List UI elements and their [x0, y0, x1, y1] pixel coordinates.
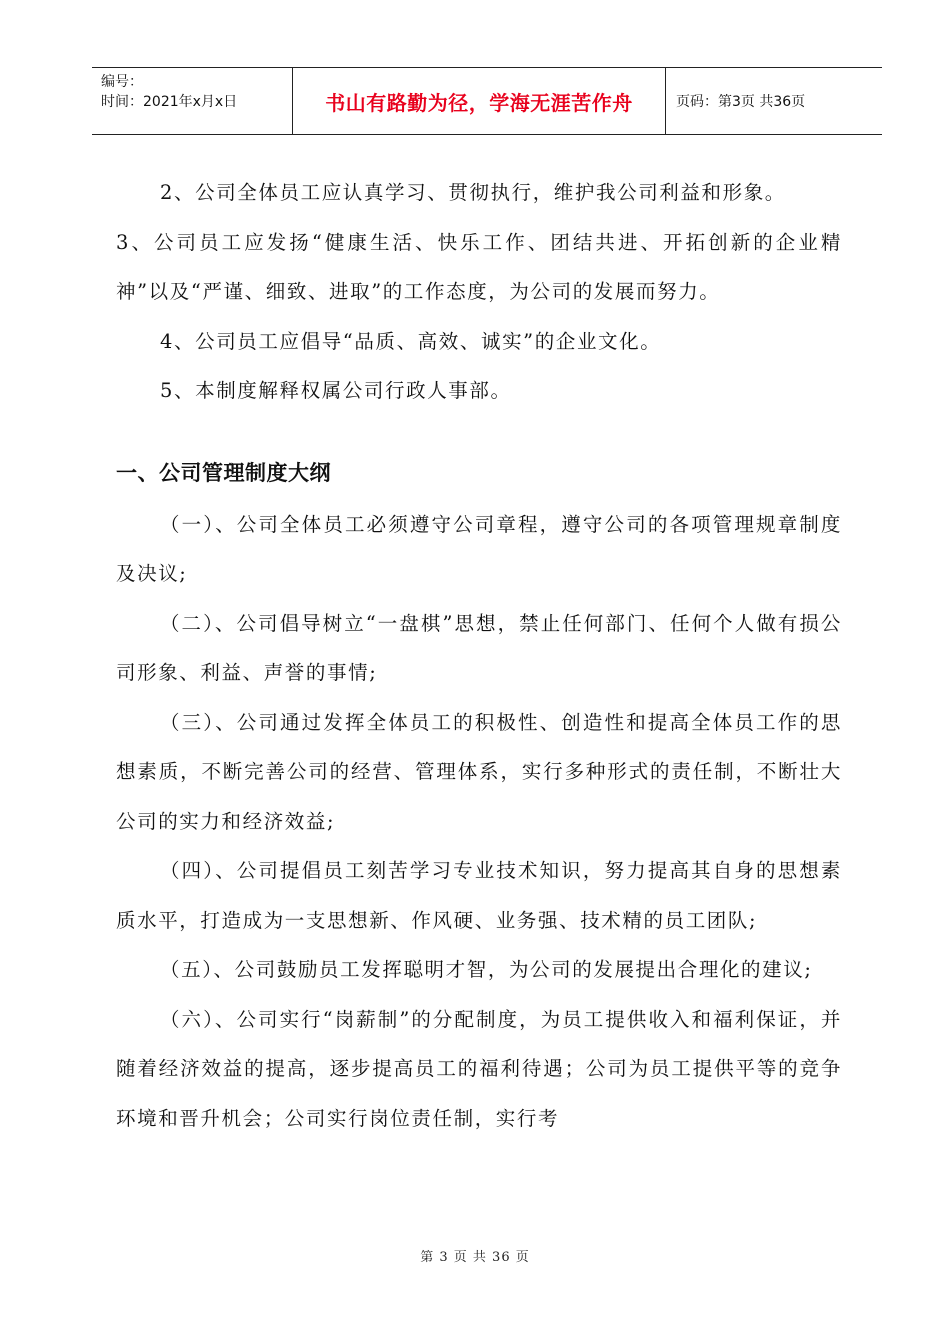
section-paragraph-3: （三）、公司通过发挥全体员工的积极性、创造性和提高全体员工作的思想素质，不断完善公司的经营、管理体系，实行多种形式的责任制，不断壮大公司的实力和经济效益; [116, 710, 842, 833]
section-paragraph-2: （二）、公司倡导树立“一盘棋”思想，禁止任何部门、任何个人做有损公司形象、利益、声誉的事情; [116, 611, 842, 684]
page-footer: 第 3 页 共 36 页 [420, 1250, 530, 1265]
section-paragraph-1: （一）、公司全体员工必须遵守公司章程，遵守公司的各项管理规章制度及决议; [116, 512, 842, 585]
time-label: 时间：2021年x月x日 [101, 94, 238, 110]
document-header [92, 67, 882, 135]
header-meta-cell [92, 68, 293, 134]
document-body [116, 168, 842, 1143]
intro-paragraph-2: 2、公司全体员工应认真学习、贯彻执行，维护我公司利益和形象。 [160, 181, 786, 204]
intro-paragraph-5: 5、本制度解释权属公司行政人事部。 [160, 379, 512, 402]
section-paragraph-4: （四）、公司提倡员工刻苦学习专业技术知识，努力提高其自身的思想素质水平，打造成为一支思想新、作风硬、业务强、技术精的员工团队; [116, 859, 842, 932]
header-page-info: 页码：第3页 共36页 [676, 94, 806, 110]
header-motto: 书山有路勤为径，学海无涯苦作舟 [293, 68, 666, 134]
section-paragraph-6: （六）、公司实行“岗薪制”的分配制度，为员工提供收入和福利保证，并随着经济效益的提高，逐步提高员工的福利待遇；公司为员工提供平等的竞争环境和晋升机会；公司实行岗位责任制，实行考 [116, 1007, 842, 1130]
section-paragraph-5: （五）、公司鼓励员工发挥聪明才智，为公司的发展提出合理化的建议; [160, 958, 813, 981]
intro-paragraph-3: 3、公司员工应发扬“健康生活、快乐工作、团结共进、开拓创新的企业精神”以及“严谨、细致、进取”的工作态度，为公司的发展而努力。 [116, 230, 842, 303]
serial-number-label: 编号： [101, 74, 143, 90]
section-heading: 一、公司管理制度大纲 [116, 460, 331, 485]
intro-paragraph-4: 4、公司员工应倡导“品质、高效、诚实”的企业文化。 [160, 329, 662, 353]
